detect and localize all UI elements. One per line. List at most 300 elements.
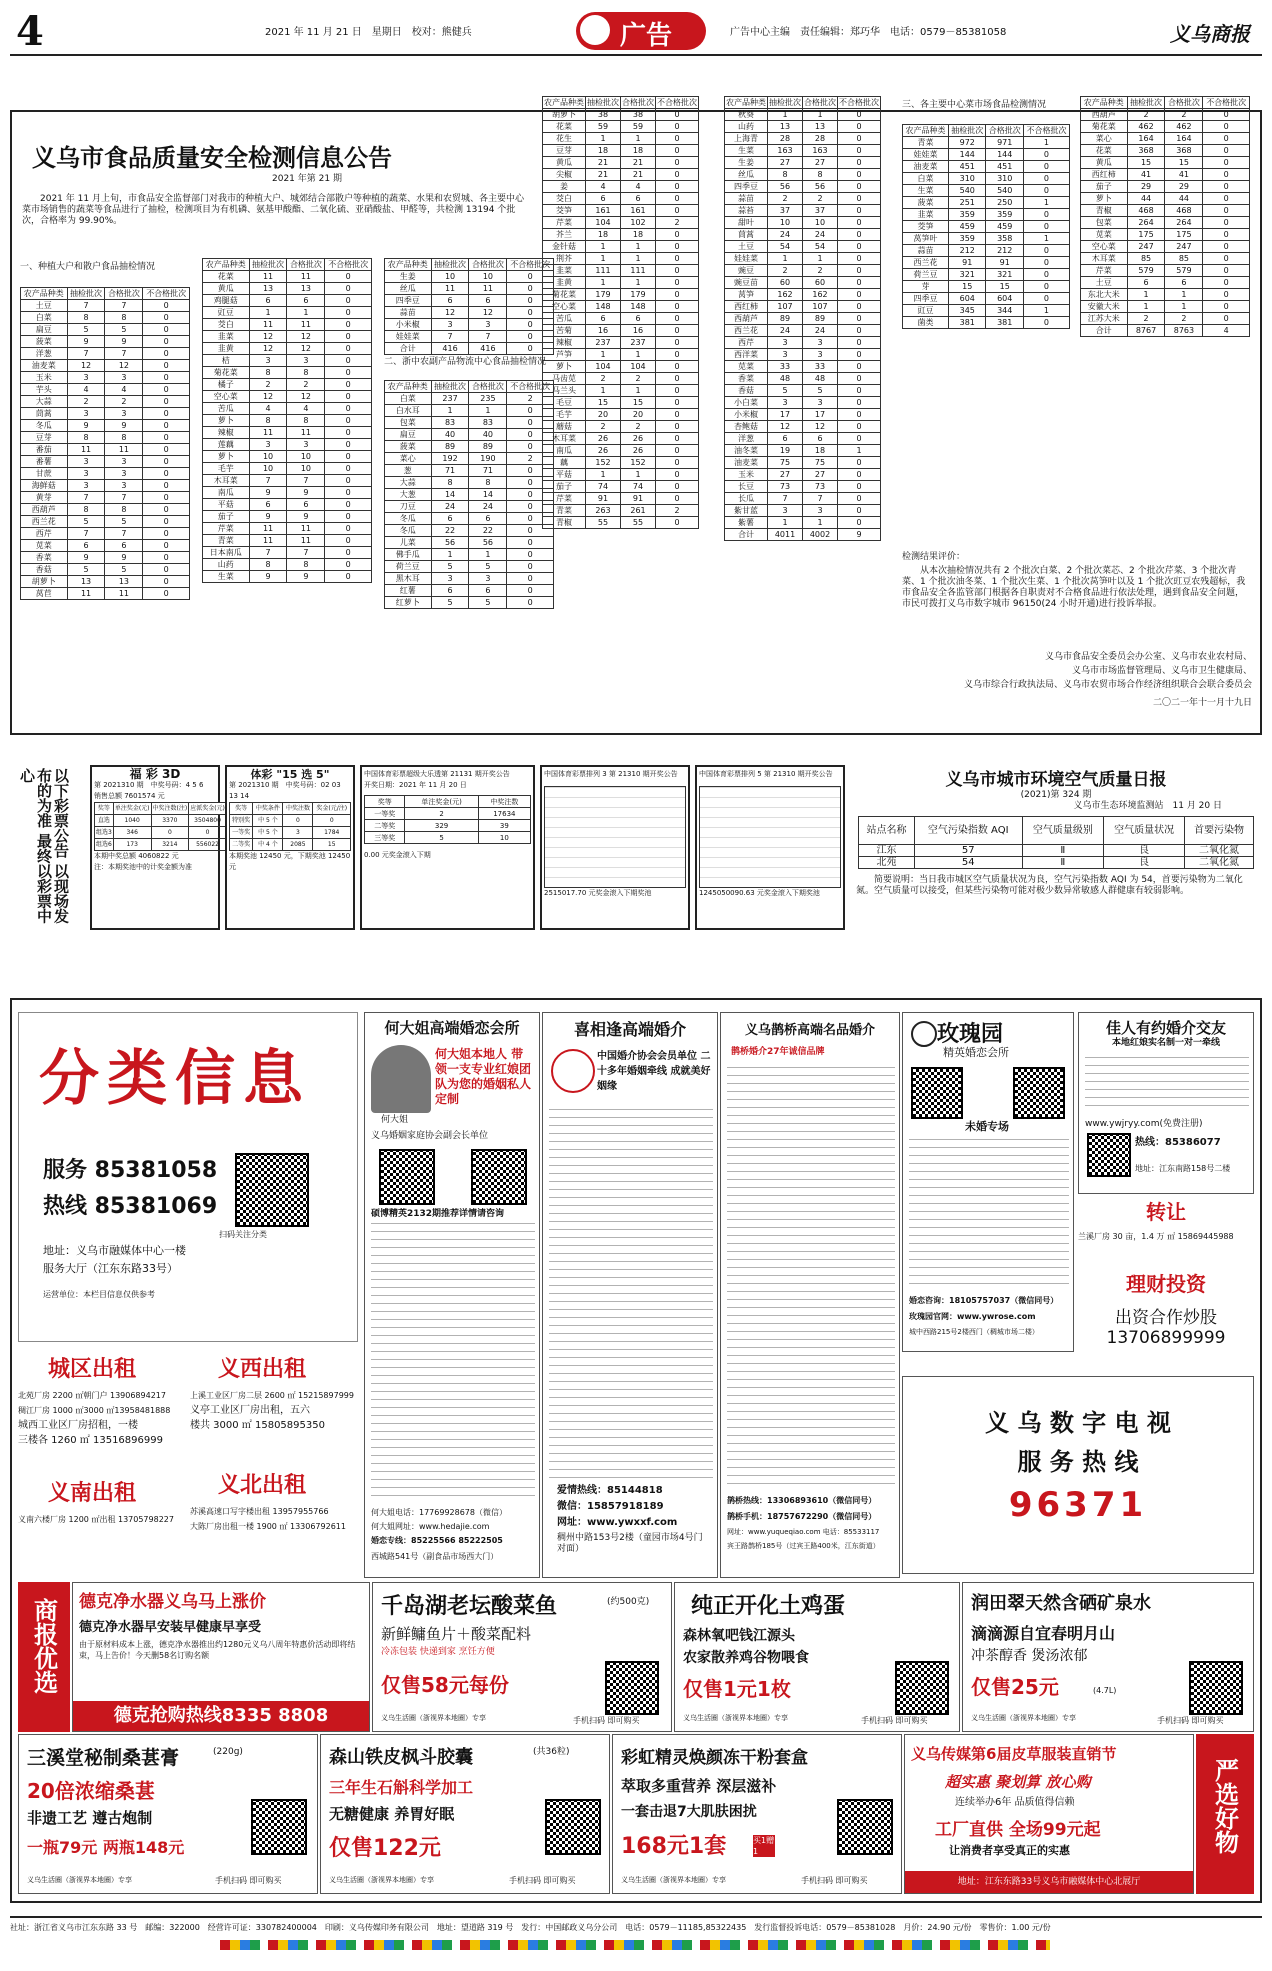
table-row bbox=[1081, 193, 1250, 205]
table-cell: 8 bbox=[287, 415, 325, 427]
col-header: 中奖注数 bbox=[478, 796, 530, 808]
table-row bbox=[385, 549, 554, 561]
table-cell: 13 bbox=[803, 121, 838, 133]
tv-sub: 服 务 热 线 bbox=[1017, 1448, 1139, 1476]
table-cell: 马齿苋 bbox=[543, 373, 586, 385]
c1-scan[interactable]: 手机扫码 即可购买 bbox=[215, 1876, 282, 1885]
b-a2-qr-code[interactable] bbox=[605, 1661, 659, 1715]
table-cell: 苦瓜 bbox=[203, 403, 250, 415]
table-cell: 0 bbox=[143, 372, 190, 384]
col-header: 奖等 bbox=[365, 796, 405, 808]
table-cell: 木耳菜 bbox=[543, 433, 586, 445]
table-cell: 0 bbox=[656, 433, 699, 445]
table-cell: 163 bbox=[768, 145, 803, 157]
table-cell: 杏鲍菇 bbox=[725, 421, 768, 433]
table-cell: 3 bbox=[287, 355, 325, 367]
table-row bbox=[385, 417, 554, 429]
table-cell: 合计 bbox=[725, 529, 768, 541]
lottery-fc3d bbox=[90, 765, 225, 930]
table-cell: 8 bbox=[431, 477, 469, 489]
table-cell: 0 bbox=[1023, 149, 1069, 161]
table-cell: 茭白 bbox=[543, 193, 586, 205]
col-header: 农产品种类 bbox=[21, 288, 68, 300]
list-item: 城西工业区厂房招租，一楼 bbox=[18, 1420, 138, 1431]
table-cell: 0 bbox=[1203, 133, 1250, 145]
table-cell: 毛芋 bbox=[203, 463, 250, 475]
table-cell: 1 bbox=[621, 385, 656, 397]
col-header: 不合格批次 bbox=[325, 259, 372, 271]
classified-addr-1: 地址：义乌市融媒体中心一楼 bbox=[43, 1244, 186, 1257]
table-cell: 10 bbox=[803, 217, 838, 229]
hotline-phone: 热线 85381069 bbox=[43, 1194, 218, 1219]
table-cell: 24 bbox=[431, 501, 469, 513]
table-cell: 11 bbox=[249, 535, 287, 547]
table-cell: 2085 bbox=[283, 839, 313, 851]
table-row bbox=[21, 360, 190, 372]
b-a4-scan[interactable]: 手机扫码 即可购买 bbox=[1157, 1716, 1224, 1725]
invest-title: 理财投资 bbox=[1126, 1272, 1206, 1296]
table-cell: 6 bbox=[249, 499, 287, 511]
table-row bbox=[385, 283, 554, 295]
table-cell: 10 bbox=[431, 271, 469, 283]
table-cell: 556022 bbox=[189, 839, 227, 851]
footer-color-bar bbox=[220, 1940, 1050, 1950]
ad-rose-garden bbox=[902, 1012, 1074, 1352]
b-a2-brand: 义乌生活圈（浙视界本地圈）专享 bbox=[381, 1714, 486, 1722]
table-cell: 5 bbox=[469, 597, 507, 609]
table-cell: 4002 bbox=[803, 529, 838, 541]
page-number: 4 bbox=[16, 8, 44, 55]
table-cell: 山药 bbox=[203, 559, 250, 571]
l4-title: 中国体育彩票排列 3 第 21310 期开奖公告 bbox=[544, 770, 678, 778]
table-cell: 0 bbox=[143, 492, 190, 504]
table-row bbox=[725, 169, 881, 181]
a2-list bbox=[549, 1109, 713, 1479]
c3-title: 彩虹精灵焕颜冻干粉套盒 bbox=[621, 1748, 808, 1768]
table-cell: 1 bbox=[621, 469, 656, 481]
table-cell: 组选6 bbox=[95, 839, 114, 851]
invest-text: 出资合作炒股 bbox=[1115, 1308, 1217, 1328]
table-cell: 0 bbox=[1023, 161, 1069, 173]
table-cell: 54 bbox=[803, 241, 838, 253]
table-cell: 5 bbox=[431, 561, 469, 573]
table-cell: 0 bbox=[507, 585, 554, 597]
table-cell: 1 bbox=[586, 349, 621, 361]
table-cell: 107 bbox=[803, 301, 838, 313]
table-cell: 0 bbox=[656, 181, 699, 193]
table-cell: 16 bbox=[586, 325, 621, 337]
section-1-title: 一、种植大户和散户食品抽检情况 bbox=[20, 262, 156, 272]
air-desc: 简要说明：当日我市城区空气质量状况为良，空气污染指数 AQI 为 54，首要污染物为二氧化氮。空气质量可以接受，但某些污染物可能对极少数异常敏感人群健康有较弱影响。 bbox=[856, 875, 1243, 896]
table-cell: 41 bbox=[1127, 169, 1165, 181]
c2-scan[interactable]: 手机扫码 即可购买 bbox=[509, 1876, 576, 1885]
a2-sub: 中国婚介协会会员单位 二十多年婚姻牵线 成就美好姻缘 bbox=[597, 1051, 711, 1092]
table-row bbox=[203, 511, 372, 523]
table-cell: 2 bbox=[803, 193, 838, 205]
table-cell: 西洋菜 bbox=[725, 349, 768, 361]
table-cell: 21 bbox=[621, 169, 656, 181]
table-cell: 西兰花 bbox=[21, 516, 68, 528]
table-row bbox=[365, 832, 531, 844]
table-row bbox=[903, 161, 1070, 173]
b-a4-price: 仅售25元 bbox=[971, 1675, 1059, 1699]
table-cell: 264 bbox=[1127, 217, 1165, 229]
table-row bbox=[1081, 145, 1250, 157]
table-row bbox=[725, 313, 881, 325]
col-header: 不合格批次 bbox=[839, 97, 879, 107]
table-cell: 荷兰豆 bbox=[385, 561, 432, 573]
table-cell: 7 bbox=[768, 493, 803, 505]
c4-addr: 地址：江东东路33号义乌市融媒体中心北展厅 bbox=[905, 1871, 1193, 1893]
col-header: 中奖注数 bbox=[283, 803, 313, 815]
a5-list bbox=[1085, 1057, 1249, 1113]
table-cell: 212 bbox=[986, 245, 1023, 257]
col-header: 不合格批次 bbox=[1203, 97, 1250, 109]
table-row bbox=[1081, 289, 1250, 301]
table-cell: 20 bbox=[586, 409, 621, 421]
paper-name: 义乌商报 bbox=[1170, 22, 1250, 46]
table-cell: 菠菜 bbox=[385, 441, 432, 453]
table-row bbox=[903, 137, 1070, 149]
table-row bbox=[21, 312, 190, 324]
table-cell: 56 bbox=[803, 181, 838, 193]
table-cell: 107 bbox=[768, 301, 803, 313]
table-cell: 1 bbox=[586, 385, 621, 397]
table-cell: 黄芽 bbox=[21, 492, 68, 504]
table-cell: 358 bbox=[986, 233, 1023, 245]
table-cell: 1 bbox=[621, 253, 656, 265]
table-cell: 0 bbox=[656, 481, 699, 493]
table-cell: 0 bbox=[656, 397, 699, 409]
table-cell: 0 bbox=[656, 373, 699, 385]
a3-addr: 宾王路鹊桥185号（过宾王路400米，江东街道） bbox=[727, 1542, 880, 1550]
table-cell: 540 bbox=[949, 185, 986, 197]
table-row bbox=[385, 331, 554, 343]
table-cell: 0 bbox=[507, 331, 554, 343]
b-a1-hot[interactable]: 德克抢购热线8335 8808 bbox=[73, 1701, 369, 1731]
table-cell: 1 bbox=[1023, 137, 1069, 149]
c4-sub2: 连续举办6年 品质值得信赖 bbox=[955, 1797, 1075, 1808]
table-cell: 10 bbox=[469, 271, 507, 283]
table-cell: 辣椒 bbox=[543, 337, 586, 349]
table-cell: 0 bbox=[143, 300, 190, 312]
table-cell: 四季豆 bbox=[385, 295, 432, 307]
table-cell: 1 bbox=[803, 517, 838, 529]
rose-logo-icon bbox=[911, 1021, 937, 1047]
table-cell: 10 bbox=[287, 451, 325, 463]
table-cell: 韭菜 bbox=[903, 209, 949, 221]
city-rent-title: 城区出租 bbox=[48, 1357, 137, 1382]
list-item: 北苑厂房 2200 ㎡朝门户 13906894217 bbox=[18, 1391, 166, 1400]
table-cell: 0 bbox=[507, 319, 554, 331]
table-cell: 0 bbox=[1203, 157, 1250, 169]
table-cell: 0 bbox=[143, 360, 190, 372]
table-cell: 0 bbox=[1203, 313, 1250, 325]
table-cell: 尖椒 bbox=[543, 169, 586, 181]
a1-qr-code[interactable] bbox=[379, 1149, 435, 1205]
table-cell: 7 bbox=[67, 348, 105, 360]
org-1: 义乌市食品安全委员会办公室、义乌市农业农村局、 bbox=[1044, 652, 1252, 662]
table-cell: 9 bbox=[249, 487, 287, 499]
table-cell: 9 bbox=[67, 420, 105, 432]
table-row bbox=[543, 169, 699, 181]
table-cell: 48 bbox=[803, 373, 838, 385]
table-cell: 8 bbox=[105, 312, 143, 324]
table-cell: 土豆 bbox=[1081, 277, 1128, 289]
table-row bbox=[203, 343, 372, 355]
table-cell: 0 bbox=[838, 133, 881, 145]
table-cell: 8 bbox=[249, 415, 287, 427]
table-row bbox=[725, 265, 881, 277]
table-row bbox=[385, 597, 554, 609]
table-cell: 1 bbox=[586, 253, 621, 265]
table-cell: 190 bbox=[469, 453, 507, 465]
col-header: 奖等 bbox=[95, 803, 114, 815]
table-cell: 22 bbox=[431, 525, 469, 537]
table-row bbox=[21, 348, 190, 360]
invest-ad bbox=[1078, 1268, 1254, 1364]
table-cell: 4 bbox=[621, 181, 656, 193]
a4-qr-code[interactable] bbox=[911, 1067, 963, 1119]
table-row bbox=[21, 516, 190, 528]
table-cell: 164 bbox=[1165, 133, 1203, 145]
b-a4-qr-code[interactable] bbox=[1189, 1661, 1243, 1715]
table-cell: 香菜 bbox=[21, 552, 68, 564]
table-cell: 0 bbox=[325, 487, 372, 499]
table-cell: 0 bbox=[656, 229, 699, 241]
table-row bbox=[21, 444, 190, 456]
city-rent-list bbox=[18, 1388, 186, 1448]
table-cell: 152 bbox=[621, 457, 656, 469]
table-cell: 89 bbox=[768, 313, 803, 325]
table-row bbox=[95, 815, 227, 827]
table-cell: 13 bbox=[287, 283, 325, 295]
table-cell: 青椒 bbox=[543, 517, 586, 529]
table-cell: 0 bbox=[838, 229, 881, 241]
table-cell: 二氧化氮 bbox=[1185, 857, 1253, 869]
eval-text: 从本次抽检情况共有 2 个批次白菜、2 个批次菜芯、2 个批次芹菜、3 个批次青菜、1 个批次油冬菜、1 个批次生菜、1 个批次莴笋叶以及 1 个批次豇豆农残超标，我市食品安全各监管部门根据各自职责对不合格食品进行依法处理，遇到食品安全问题，市民可拨打义乌市数字城市 96150(24 小时开通)进行投诉举报。 bbox=[902, 566, 1246, 609]
table-cell: 0 bbox=[143, 504, 190, 516]
a1-title: 何大姐高端婚恋会所 bbox=[384, 1019, 520, 1037]
table-cell: 24 bbox=[469, 501, 507, 513]
table-row bbox=[203, 475, 372, 487]
table-cell: 空心菜 bbox=[543, 301, 586, 313]
table-cell: 小白菜 bbox=[725, 397, 768, 409]
table-cell: Ⅱ bbox=[1022, 845, 1103, 857]
col-header: 抽检批次 bbox=[249, 259, 287, 271]
table-cell: 黑木耳 bbox=[385, 573, 432, 585]
table-cell: 西芹 bbox=[21, 528, 68, 540]
c1-qr-code[interactable] bbox=[251, 1799, 307, 1855]
fc-note: 本期中奖总额 4060822 元 bbox=[94, 852, 179, 860]
table-cell: 11 bbox=[431, 283, 469, 295]
section-logo-icon bbox=[580, 15, 610, 45]
table-cell: 15 bbox=[621, 397, 656, 409]
south-rent-title: 义南出租 bbox=[48, 1481, 137, 1506]
c3-sub2: 一套击退7大肌肤困扰 bbox=[621, 1804, 757, 1820]
table-row bbox=[1081, 109, 1250, 121]
table-cell: 368 bbox=[1165, 145, 1203, 157]
table-cell: 604 bbox=[986, 293, 1023, 305]
table-cell: 459 bbox=[949, 221, 986, 233]
table-cell: 1 bbox=[768, 109, 803, 121]
table-row bbox=[725, 253, 881, 265]
c2-brand: 义乌生活圈（浙视界本地圈）专享 bbox=[329, 1876, 434, 1884]
table-row bbox=[385, 441, 554, 453]
table-cell: 12 bbox=[249, 391, 287, 403]
c4-sub: 超实惠 聚划算 放心购 bbox=[945, 1773, 1091, 1791]
table-row bbox=[903, 185, 1070, 197]
table-row bbox=[859, 845, 1254, 857]
table-cell: 6 bbox=[105, 540, 143, 552]
table-cell: 0 bbox=[838, 289, 881, 301]
table-cell: 5 bbox=[67, 324, 105, 336]
table-cell: 芥兰 bbox=[543, 229, 586, 241]
tv-tel: 96371 bbox=[1008, 1485, 1148, 1525]
table-cell: 茼蒿 bbox=[725, 229, 768, 241]
table-row bbox=[230, 815, 351, 827]
table-cell: 0 bbox=[143, 420, 190, 432]
c2-qr-code[interactable] bbox=[545, 1799, 601, 1855]
list-item: 三楼各 1260 ㎡ 13516896999 bbox=[18, 1435, 163, 1446]
table-cell: 1 bbox=[287, 307, 325, 319]
table-row bbox=[1081, 301, 1250, 313]
table-cell: 茄子 bbox=[543, 481, 586, 493]
b-a3-price: 仅售1元1枚 bbox=[683, 1677, 791, 1701]
table-cell: 41 bbox=[1165, 169, 1203, 181]
table-cell: 7 bbox=[469, 331, 507, 343]
table-cell: 1 bbox=[768, 517, 803, 529]
food-issue: 2021 年第 21 期 bbox=[272, 174, 342, 184]
table-cell: 0 bbox=[325, 511, 372, 523]
table-cell: 24 bbox=[768, 229, 803, 241]
ty-issue: 第 2021310 期 中奖号码：02 03 13 14 bbox=[229, 781, 341, 800]
list-item: 上溪工业区厂房二层 2600 ㎡ 15215897999 bbox=[190, 1391, 354, 1400]
table-cell: 3 bbox=[105, 372, 143, 384]
b-a3-title: 纯正开化土鸡蛋 bbox=[691, 1594, 846, 1619]
table-row bbox=[21, 468, 190, 480]
promo-left-text: 商报优选 bbox=[29, 1598, 58, 1694]
table-cell: 东北大米 bbox=[1081, 289, 1128, 301]
table-row bbox=[725, 193, 881, 205]
table-cell: 1 bbox=[1165, 301, 1203, 313]
table-cell: 3504800 bbox=[189, 815, 227, 827]
c3-qr-code[interactable] bbox=[837, 1799, 893, 1855]
a4-qr-code-2[interactable] bbox=[1013, 1067, 1065, 1119]
table-row bbox=[543, 373, 699, 385]
invest-tel: 13706899999 bbox=[1106, 1328, 1226, 1348]
a5-title: 佳人有约婚介交友 bbox=[1105, 1019, 1226, 1037]
table-cell: 0 bbox=[1203, 181, 1250, 193]
table-cell: 12 bbox=[469, 307, 507, 319]
table-cell: 0 bbox=[325, 379, 372, 391]
b-a3-qr-code[interactable] bbox=[895, 1661, 949, 1715]
table-cell: 青菜 bbox=[543, 505, 586, 517]
table-cell: 0 bbox=[1203, 277, 1250, 289]
table-cell: 9 bbox=[105, 552, 143, 564]
table-cell: 0 bbox=[143, 348, 190, 360]
l4-table bbox=[544, 786, 686, 888]
table-row bbox=[725, 469, 881, 481]
table-cell: 162 bbox=[768, 289, 803, 301]
table-cell: 0 bbox=[325, 547, 372, 559]
table-cell: 1 bbox=[1127, 289, 1165, 301]
table-cell: 1 bbox=[586, 277, 621, 289]
c2-weight: (共36粒) bbox=[533, 1747, 570, 1757]
section-badge bbox=[576, 12, 706, 50]
table-row bbox=[21, 300, 190, 312]
table-cell: 0 bbox=[507, 343, 554, 355]
table-row bbox=[543, 253, 699, 265]
table-cell: 0 bbox=[838, 301, 881, 313]
table-cell: 3 bbox=[105, 468, 143, 480]
table-cell: 1 bbox=[621, 349, 656, 361]
table-cell: 6 bbox=[431, 513, 469, 525]
table-row bbox=[725, 529, 881, 541]
table-cell: 0 bbox=[1023, 317, 1069, 329]
b-a2-scan[interactable]: 手机扫码 即可购买 bbox=[573, 1716, 640, 1725]
table-cell: 0 bbox=[325, 271, 372, 283]
table-cell: 0 bbox=[507, 489, 554, 501]
table-row bbox=[203, 499, 372, 511]
table-cell: 花生 bbox=[543, 133, 586, 145]
table-cell: 9 bbox=[67, 336, 105, 348]
table-cell: 娃娃菜 bbox=[385, 331, 432, 343]
table-cell: 0 bbox=[325, 415, 372, 427]
table-row bbox=[385, 307, 554, 319]
table-cell: 11 bbox=[469, 283, 507, 295]
table-cell: 生菜 bbox=[203, 571, 250, 583]
a4-sub: 精英婚恋会所 bbox=[943, 1046, 1009, 1059]
a4-title: 玫瑰园 bbox=[937, 1022, 1004, 1047]
a5-tel: 热线：85386077 bbox=[1135, 1137, 1221, 1148]
c3-scan[interactable]: 手机扫码 即可购买 bbox=[801, 1876, 868, 1885]
a4-list bbox=[909, 1139, 1069, 1289]
table-cell: 小米椒 bbox=[725, 409, 768, 421]
classified-qr-code[interactable] bbox=[235, 1153, 309, 1227]
table-row bbox=[21, 540, 190, 552]
table-cell: 0 bbox=[325, 307, 372, 319]
table-cell: 111 bbox=[621, 265, 656, 277]
table-cell: 黄瓜 bbox=[1081, 157, 1128, 169]
table-cell: 0 bbox=[507, 405, 554, 417]
table-row bbox=[543, 121, 699, 133]
table-cell: 萝卜 bbox=[543, 361, 586, 373]
table-cell: 11 bbox=[249, 523, 287, 535]
table-cell: 971 bbox=[986, 137, 1023, 149]
b-a2-price: 仅售58元每份 bbox=[381, 1673, 509, 1697]
table-row bbox=[725, 457, 881, 469]
ad-tujidan bbox=[674, 1582, 960, 1732]
b-a3-scan[interactable]: 手机扫码 即可购买 bbox=[861, 1716, 928, 1725]
table-cell: 洋葱 bbox=[21, 348, 68, 360]
ad-xixiangfeng bbox=[542, 1012, 718, 1578]
table-cell: 0 bbox=[838, 181, 881, 193]
table-cell: 1 bbox=[1165, 289, 1203, 301]
table-cell: 花菜 bbox=[543, 121, 586, 133]
table-row bbox=[203, 379, 372, 391]
ad-jiarenyouyue bbox=[1078, 1012, 1254, 1194]
table-cell: 3 bbox=[469, 573, 507, 585]
a1-qr-code-2[interactable] bbox=[471, 1149, 527, 1205]
table-cell: 0 bbox=[143, 480, 190, 492]
table-cell: 8 bbox=[469, 477, 507, 489]
table-cell: 0 bbox=[1203, 145, 1250, 157]
table-cell: 9 bbox=[287, 511, 325, 523]
table-cell: 237 bbox=[586, 337, 621, 349]
table-cell: 0 bbox=[143, 576, 190, 588]
a5-qr-code[interactable] bbox=[1087, 1133, 1131, 1177]
